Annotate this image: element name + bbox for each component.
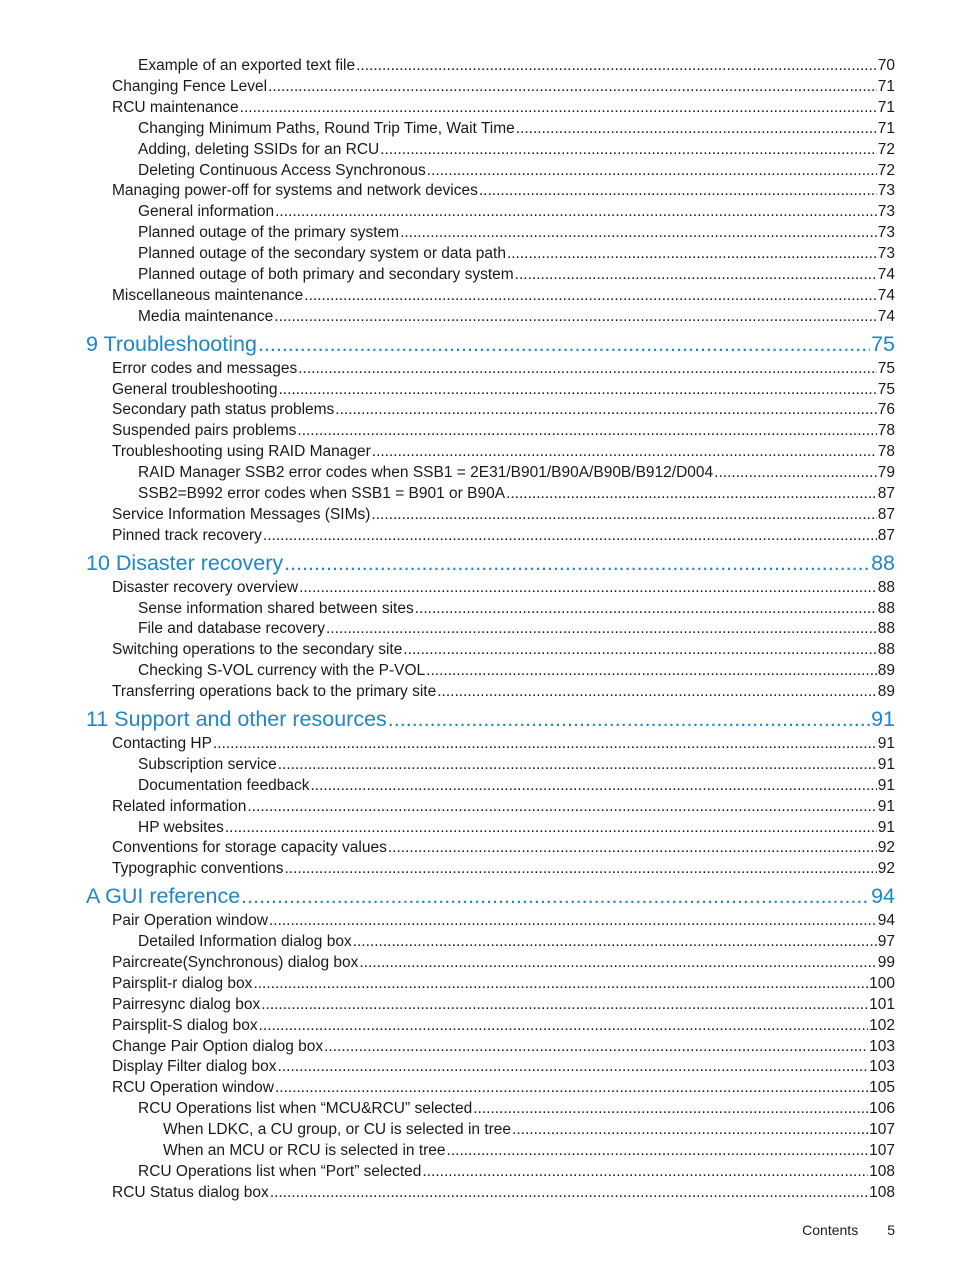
toc-entry-page: 73 xyxy=(877,245,895,263)
toc-chapter-entry[interactable] xyxy=(86,330,895,358)
toc-entry[interactable] xyxy=(112,285,895,306)
toc-entry-title: Pairsplit-r dialog box xyxy=(112,974,253,992)
dot-leader xyxy=(261,994,868,1015)
toc-entry[interactable] xyxy=(163,1119,895,1140)
toc-entry[interactable] xyxy=(138,660,895,681)
dot-leader xyxy=(259,1015,869,1036)
toc-entry-title: Adding, deleting SSIDs for an RCU xyxy=(138,140,380,158)
toc-entry-page: 88 xyxy=(877,620,895,638)
toc-entry-title: SSB2=B992 error codes when SSB1 = B901 or B90A xyxy=(138,485,506,502)
toc-entry-page: 88 xyxy=(871,550,895,575)
dot-leader xyxy=(507,243,877,264)
dot-leader xyxy=(278,379,876,400)
toc-entry-title: Detailed Information dialog box xyxy=(138,933,352,950)
toc-entry[interactable] xyxy=(138,462,895,483)
toc-entry-title: Subscription service xyxy=(138,755,277,773)
toc-entry-title: Planned outage of the secondary system or data path xyxy=(138,245,506,263)
toc-entry-page: 78 xyxy=(877,422,895,440)
dot-leader xyxy=(284,549,870,577)
toc-entry[interactable] xyxy=(138,618,895,639)
dot-leader xyxy=(403,639,876,660)
toc-entry-page: 103 xyxy=(869,1058,895,1076)
dot-leader xyxy=(275,201,877,222)
toc-entry[interactable] xyxy=(112,577,895,598)
toc-entry[interactable] xyxy=(112,358,895,379)
toc-entry-page: 108 xyxy=(869,1183,895,1201)
toc-entry-title: 9 Troubleshooting xyxy=(86,331,257,356)
dot-leader xyxy=(473,1098,868,1119)
toc-entry-page: 88 xyxy=(877,578,895,596)
toc-entry[interactable] xyxy=(138,201,895,222)
toc-entry[interactable] xyxy=(138,817,895,838)
footer-label: Contents xyxy=(802,1222,859,1238)
toc-entry-title: Service Information Messages (SIMs) xyxy=(112,505,371,523)
dot-leader xyxy=(516,118,877,139)
toc-entry-page: 94 xyxy=(871,884,895,909)
toc-entry-page: 75 xyxy=(871,331,895,356)
toc-entry-title: Planned outage of both primary and secondary system xyxy=(138,266,514,283)
toc-entry-title: Conventions for storage capacity values xyxy=(112,839,387,857)
toc-chapter-entry[interactable] xyxy=(86,549,895,577)
toc-chapter-entry[interactable] xyxy=(86,882,895,910)
toc-entry-page: 75 xyxy=(877,359,895,377)
dot-leader xyxy=(479,180,877,201)
toc-entry-title: File and database recovery xyxy=(138,620,325,638)
toc-entry[interactable] xyxy=(163,1140,895,1161)
toc-entry[interactable] xyxy=(112,180,895,201)
toc-entry-page: 92 xyxy=(877,860,895,878)
toc-entry-title: RCU Operations list when “Port” selected xyxy=(138,1162,422,1180)
toc-entry-page: 107 xyxy=(869,1142,895,1159)
toc-entry[interactable] xyxy=(138,931,895,952)
toc-entry-title: RCU Status dialog box xyxy=(112,1183,269,1201)
toc-chapter-entry[interactable] xyxy=(86,705,895,733)
toc-entry-title: Typographic conventions xyxy=(112,860,284,878)
toc-entry[interactable] xyxy=(138,598,895,619)
toc-entry[interactable] xyxy=(112,681,895,702)
toc-entry[interactable] xyxy=(138,243,895,264)
toc-entry-page: 72 xyxy=(877,140,895,158)
dot-leader xyxy=(263,525,877,546)
toc-entry-title: Display Filter dialog box xyxy=(112,1058,277,1076)
toc-entry[interactable] xyxy=(138,754,895,775)
toc-entry-title: General troubleshooting xyxy=(112,380,278,398)
toc-entry-page: 87 xyxy=(877,526,895,544)
toc-entry-title: Pairsplit-S dialog box xyxy=(112,1016,258,1034)
toc-entry-page: 87 xyxy=(877,505,895,523)
toc-entry-title: When LDKC, a CU group, or CU is selected in tree xyxy=(163,1121,512,1139)
dot-leader xyxy=(512,1119,868,1140)
toc-entry-title: 10 Disaster recovery xyxy=(86,550,284,575)
toc-entry-title: 11 Support and other resources xyxy=(86,707,387,731)
toc-entry[interactable] xyxy=(112,399,895,420)
toc-entry[interactable] xyxy=(112,1036,895,1057)
toc-entry-page: 73 xyxy=(877,224,895,242)
dot-leader xyxy=(297,420,876,441)
toc-entry-page: 72 xyxy=(877,161,895,179)
toc-entry[interactable] xyxy=(112,76,895,97)
toc-entry-title: Error codes and messages xyxy=(112,359,298,377)
toc-entry[interactable] xyxy=(138,306,895,327)
toc-entry-page: 91 xyxy=(877,797,895,815)
dot-leader xyxy=(359,952,876,973)
toc-entry[interactable] xyxy=(112,504,895,525)
dot-leader xyxy=(247,796,876,817)
toc-entry-page: 92 xyxy=(877,839,895,857)
toc-entry-page: 99 xyxy=(877,953,895,971)
toc-entry-title: Changing Fence Level xyxy=(112,77,268,95)
toc-entry-title: When an MCU or RCU is selected in tree xyxy=(163,1142,446,1159)
dot-leader xyxy=(298,358,877,379)
toc-entry-title: Documentation feedback xyxy=(138,776,310,794)
dot-leader xyxy=(269,910,877,931)
toc-entry-title: HP websites xyxy=(138,818,224,836)
dot-leader xyxy=(422,1161,868,1182)
dot-leader xyxy=(324,1036,868,1057)
toc-entry-title: RCU Operations list when “MCU&RCU” selected xyxy=(138,1100,473,1118)
toc-entry[interactable] xyxy=(112,441,895,462)
toc-entry-title: Related information xyxy=(112,797,247,815)
toc-entry-title: Media maintenance xyxy=(138,307,274,325)
toc-entry-page: 79 xyxy=(877,464,895,482)
dot-leader xyxy=(274,306,876,327)
dot-leader xyxy=(299,577,877,598)
toc-entry-title: General information xyxy=(138,203,275,221)
dot-leader xyxy=(371,504,876,525)
toc-entry-page: 107 xyxy=(869,1121,895,1139)
dot-leader xyxy=(427,160,877,181)
dot-leader xyxy=(253,973,868,994)
toc-entry[interactable] xyxy=(138,1161,895,1182)
toc-entry[interactable] xyxy=(112,952,895,973)
dot-leader xyxy=(400,222,877,243)
dot-leader xyxy=(326,618,877,639)
toc-entry[interactable] xyxy=(112,994,895,1015)
toc-entry-title: Contacting HP xyxy=(112,734,212,752)
toc-entry-title: Miscellaneous maintenance xyxy=(112,286,304,304)
dot-leader xyxy=(310,775,876,796)
dot-leader xyxy=(268,76,877,97)
toc-entry-page: 91 xyxy=(877,776,895,794)
dot-leader xyxy=(372,441,877,462)
toc-entry[interactable] xyxy=(112,379,895,400)
dot-leader xyxy=(240,97,877,118)
dot-leader xyxy=(415,598,877,619)
toc-entry-title: Disaster recovery overview xyxy=(112,578,299,596)
toc-entry-page: 71 xyxy=(877,119,895,137)
toc-entry-title: RCU Operation window xyxy=(112,1079,274,1097)
toc-entry-title: Troubleshooting using RAID Manager xyxy=(112,443,371,461)
toc-entry-page: 91 xyxy=(877,755,895,773)
toc-entry-title: RAID Manager SSB2 error codes when SSB1 = 2E31/B901/B90A/B90B/B912/D004 xyxy=(138,464,714,482)
toc-entry-page: 101 xyxy=(869,995,895,1013)
toc-entry-title: Change Pair Option dialog box xyxy=(112,1037,324,1055)
toc-entry[interactable] xyxy=(112,837,895,858)
toc-entry[interactable] xyxy=(112,1077,895,1098)
dot-leader xyxy=(380,139,877,160)
dot-leader xyxy=(447,1140,869,1161)
toc-entry[interactable] xyxy=(138,222,895,243)
toc-entry-page: 70 xyxy=(877,57,895,74)
toc-entry-title: Checking S-VOL currency with the P-VOL xyxy=(138,662,426,680)
page-footer xyxy=(802,1222,895,1238)
toc-entry[interactable] xyxy=(112,973,895,994)
toc-entry-page: 105 xyxy=(869,1079,895,1097)
footer-page-number: 5 xyxy=(887,1222,895,1238)
toc-entry-page: 87 xyxy=(877,485,895,502)
toc-entry[interactable] xyxy=(112,639,895,660)
dot-leader xyxy=(426,660,877,681)
toc-entry-title: Pair Operation window xyxy=(112,912,268,930)
toc-entry[interactable] xyxy=(112,525,895,546)
dot-leader xyxy=(278,1056,869,1077)
toc-entry-page: 75 xyxy=(877,380,895,398)
dot-leader xyxy=(278,754,877,775)
toc-entry-title: A GUI reference xyxy=(86,884,241,909)
toc-entry-title: RCU maintenance xyxy=(112,98,239,116)
toc-entry-page: 73 xyxy=(877,182,895,200)
toc-entry-title: Secondary path status problems xyxy=(112,401,335,419)
toc-entry[interactable] xyxy=(112,910,895,931)
dot-leader xyxy=(258,330,870,358)
toc-entry[interactable] xyxy=(112,1056,895,1077)
toc-entry[interactable] xyxy=(112,1182,895,1203)
dot-leader xyxy=(388,705,870,733)
toc-entry-page: 88 xyxy=(877,641,895,659)
toc-entry-page: 74 xyxy=(877,266,895,283)
toc-entry[interactable] xyxy=(138,483,895,504)
dot-leader xyxy=(213,733,877,754)
dot-leader xyxy=(506,483,877,504)
toc-entry-title: Planned outage of the primary system xyxy=(138,224,400,242)
toc-entry[interactable] xyxy=(112,733,895,754)
toc-entry-page: 106 xyxy=(869,1100,895,1118)
toc-entry-page: 89 xyxy=(877,662,895,680)
dot-leader xyxy=(275,1077,868,1098)
dot-leader xyxy=(437,681,877,702)
toc-entry[interactable] xyxy=(112,1015,895,1036)
toc-entry[interactable] xyxy=(138,118,895,139)
toc-entry-page: 71 xyxy=(877,98,895,116)
toc-entry-title: Switching operations to the secondary site xyxy=(112,641,403,659)
dot-leader xyxy=(225,817,877,838)
toc-entry[interactable] xyxy=(112,858,895,879)
dot-leader xyxy=(714,462,877,483)
dot-leader xyxy=(284,858,876,879)
dot-leader xyxy=(241,882,870,910)
toc-entry-title: Example of an exported text file xyxy=(138,57,356,74)
toc-entry-page: 71 xyxy=(877,77,895,95)
toc-entry-title: Managing power-off for systems and network devices xyxy=(112,182,478,200)
toc-entry-title: Paircreate(Synchronous) dialog box xyxy=(112,953,359,971)
dot-leader xyxy=(304,285,876,306)
toc-entry-page: 73 xyxy=(877,203,895,221)
dot-leader xyxy=(270,1182,868,1203)
toc-entry-title: Pairresync dialog box xyxy=(112,995,261,1013)
toc-entry-page: 74 xyxy=(877,286,895,304)
dot-leader xyxy=(515,264,877,285)
toc-entry-page: 91 xyxy=(871,707,895,731)
toc-entry[interactable] xyxy=(138,55,895,76)
toc-entry-page: 88 xyxy=(877,599,895,617)
toc-entry-page: 76 xyxy=(877,401,895,419)
dot-leader xyxy=(335,399,876,420)
dot-leader xyxy=(353,931,877,952)
toc-entry-title: Transferring operations back to the primary site xyxy=(112,683,437,701)
toc-entry[interactable] xyxy=(112,97,895,118)
toc-entry-page: 108 xyxy=(869,1162,895,1180)
toc-entry-page: 100 xyxy=(869,974,895,992)
toc-entry-page: 94 xyxy=(877,912,895,930)
toc-entry-title: Suspended pairs problems xyxy=(112,422,297,440)
toc-entry-page: 102 xyxy=(869,1016,895,1034)
toc-entry-title: Sense information shared between sites xyxy=(138,599,414,617)
toc-entry-page: 91 xyxy=(877,734,895,752)
toc-entry-title: Pinned track recovery xyxy=(112,526,262,544)
toc-entry[interactable] xyxy=(138,264,895,285)
dot-leader xyxy=(388,837,877,858)
dot-leader xyxy=(356,55,877,76)
toc-entry[interactable] xyxy=(138,139,895,160)
toc-entry-page: 97 xyxy=(877,933,895,950)
toc-entry-page: 89 xyxy=(877,683,895,701)
toc-entry[interactable] xyxy=(112,796,895,817)
toc-entry[interactable] xyxy=(138,775,895,796)
toc-entry[interactable] xyxy=(138,160,895,181)
toc-entry[interactable] xyxy=(112,420,895,441)
toc-entry-title: Deleting Continuous Access Synchronous xyxy=(138,161,426,179)
toc-entry[interactable] xyxy=(138,1098,895,1119)
toc-entry-title: Changing Minimum Paths, Round Trip Time, Wait Time xyxy=(138,119,515,137)
toc-entry-page: 103 xyxy=(869,1037,895,1055)
toc-entry-page: 74 xyxy=(877,307,895,325)
toc-entry-page: 78 xyxy=(877,443,895,461)
toc-entry-page: 91 xyxy=(877,818,895,836)
